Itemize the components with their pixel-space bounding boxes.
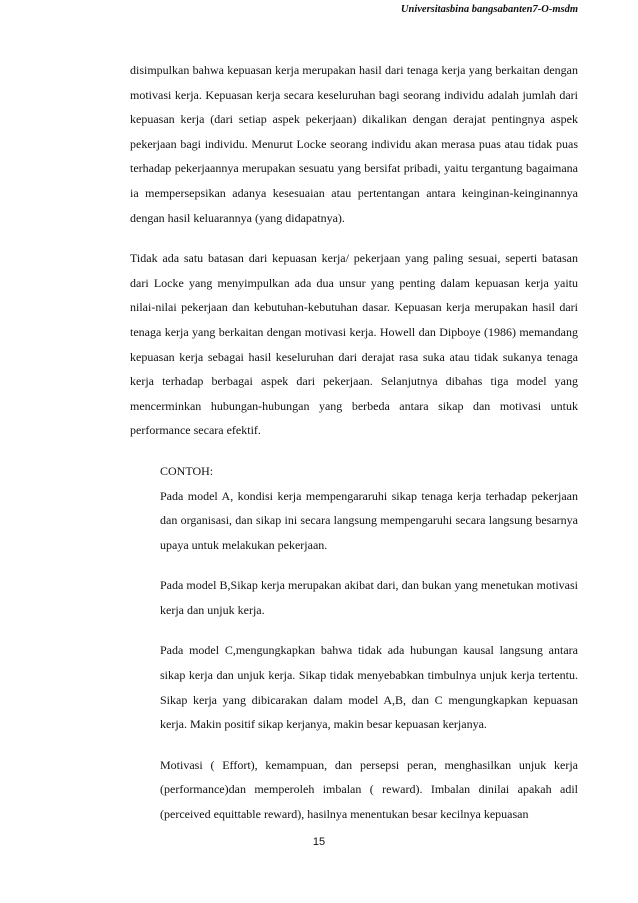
page-number: 15 xyxy=(312,836,326,848)
example-model-b: Pada model B,Sikap kerja merupakan akibat dari, dan bukan yang menetukan motivasi kerja dan unjuk kerja. xyxy=(160,578,578,617)
paragraph-kepuasan-kerja: disimpulkan bahwa kepuasan kerja merupakan hasil dari tenaga kerja yang berkaitan dengan motivasi kerja. Kepuasan kerja secara keseluruhan bagi seorang individu adalah jumlah dari kepuasan kerja (dari setiap aspek pekerjaan) dikalikan dengan derajat pentingnya aspek pekerjaan bagi individu. Menurut Locke seorang individu akan merasa puas atau tidak puas terhadap pekerjaannya merupakan sesuatu yang bersifat pribadi, yaitu tergantung bagaimana ia mempersepsikan adanya kesesuaian atau pertentangan antara keinginan-keinginannya dengan hasil keluarannya (yang didapatnya). xyxy=(130,63,578,225)
document-body xyxy=(130,58,578,843)
example-motivasi: Motivasi ( Effort), kemampuan, dan persepsi peran, menghasilkan unjuk kerja (performance)dan memperoleh imbalan ( reward). Imbalan dinilai apakah adil (perceived equittable reward), hasilnya menentukan besar kecilnya kepuasan xyxy=(160,757,578,822)
page-header: Universitasbina bangsabanten7-O-msdm xyxy=(400,4,578,15)
example-model-a: Pada model A, kondisi kerja mempengararuhi sikap tenaga kerja terhadap pekerjaan dan organisasi, dan sikap ini secara langsung mempengaruhi secara langsung besarnya upaya untuk melakukan pekerjaan. xyxy=(160,488,578,552)
example-model-c: Pada model C,mengungkapkan bahwa tidak ada hubungan kausal langsung antara sikap kerja dan unjuk kerja. Sikap tidak menyebabkan timbulnya unjuk kerja tertentu. Sikap kerja yang dibicarakan dalam model A,B, dan C mengungkapkan kepuasan kerja. Makin positif sikap kerjanya, makin besar kepuasan kerjanya. xyxy=(160,643,578,732)
contoh-heading: CONTOH: xyxy=(160,463,214,478)
paragraph-batasan-kepuasan: Tidak ada satu batasan dari kepuasan kerja/ pekerjaan yang paling sesuai, seperti batasan dari Locke yang menyimpulkan ada dua unsur yang penting dalam kepuasan kerja yaitu nilai-nilai pekerjaan dan kebutuhan-kebutuhan dasar. Kepuasan kerja merupakan hasil dari tenaga kerja yang berkaitan dengan motivasi kerja. Howell dan Dipboye (1986) memandang kepuasan kerja sebagai hasil keseluruhan dari derajat rasa suka atau tidak sukanya tenaga kerja terhadap berbagai aspek dari pekerjaan. Selanjutnya dibahas tiga model yang mencerminkan hubungan-hubungan yang berbeda antara sikap dan motivasi untuk performance secara efektif. xyxy=(130,251,578,438)
